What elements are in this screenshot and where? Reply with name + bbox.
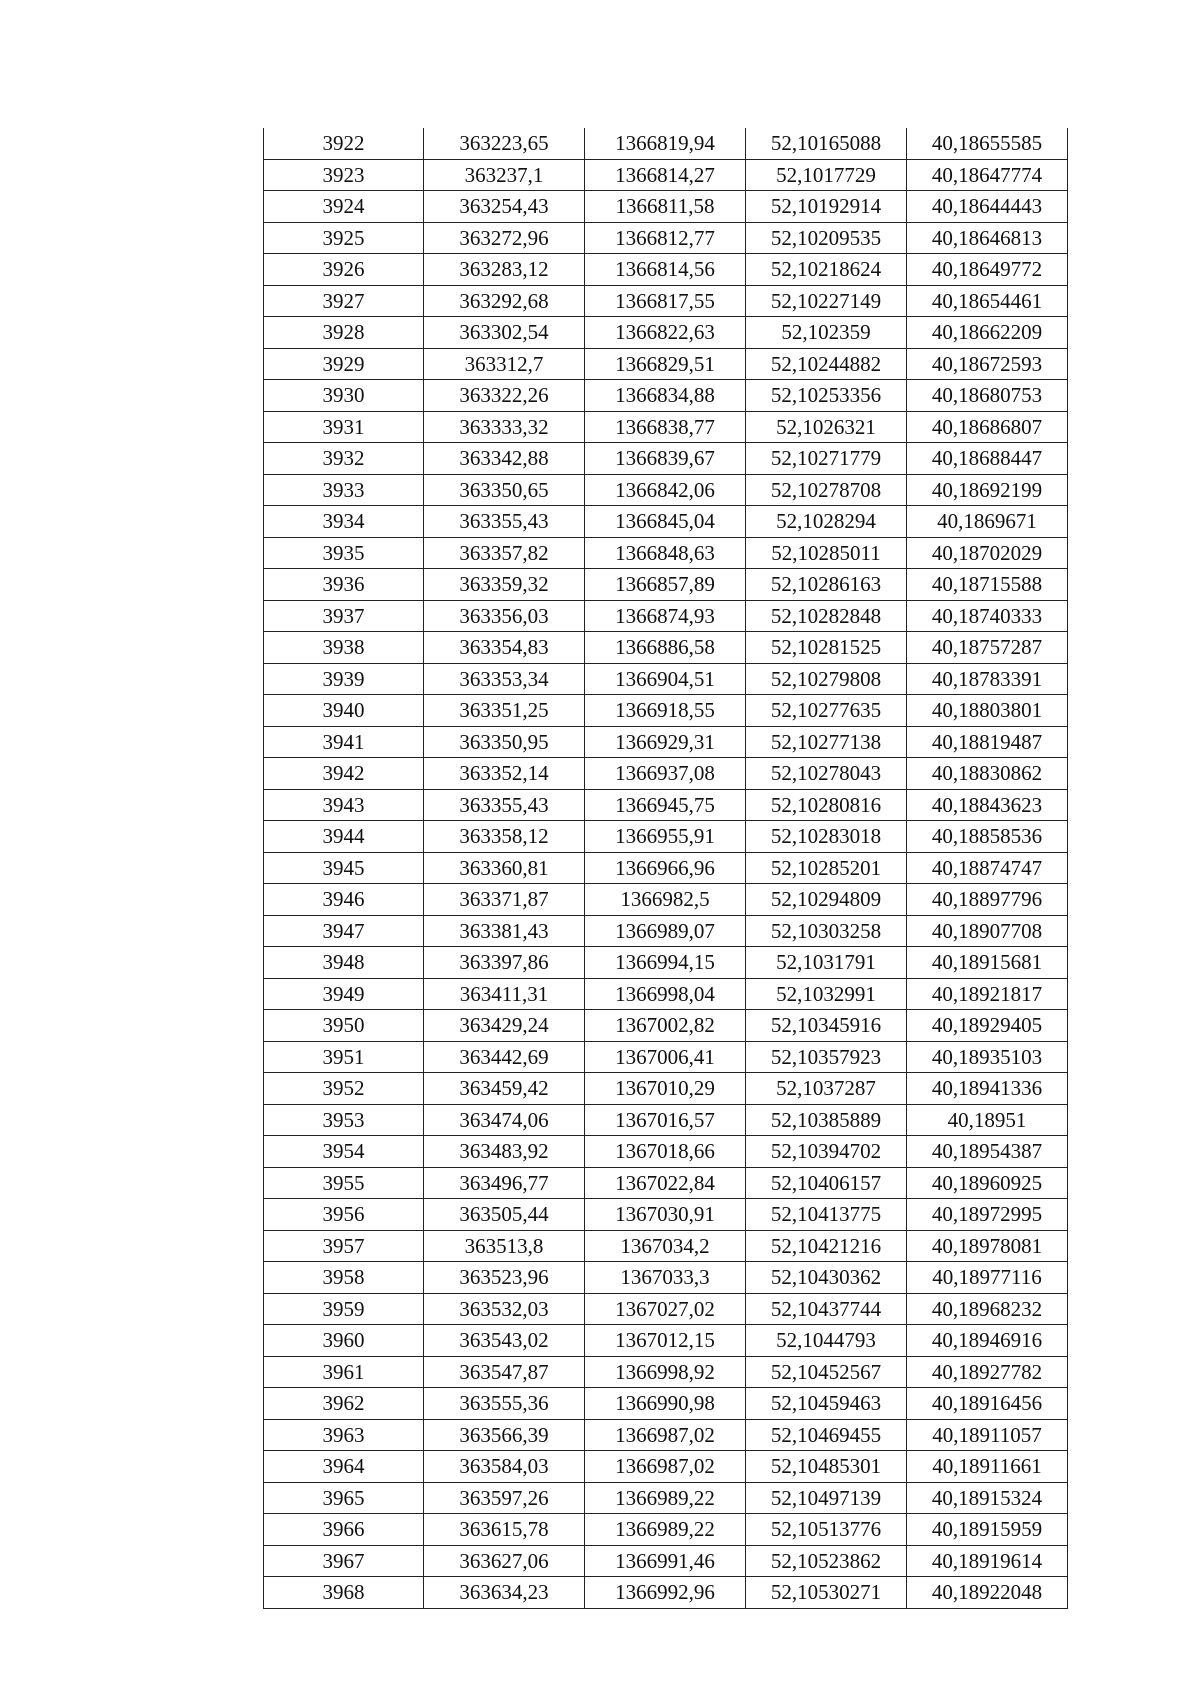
x-coordinate-cell: 363254,43 xyxy=(424,191,585,223)
x-coordinate-cell: 363353,34 xyxy=(424,663,585,695)
table-row xyxy=(264,915,1068,947)
longitude-cell: 40,18916456 xyxy=(907,1388,1068,1420)
longitude-cell: 40,18946916 xyxy=(907,1325,1068,1357)
point-number-cell: 3949 xyxy=(264,978,424,1010)
y-coordinate-cell: 1366839,67 xyxy=(585,443,746,475)
latitude-cell: 52,10253356 xyxy=(746,380,907,412)
table-row xyxy=(264,1167,1068,1199)
point-number-cell: 3967 xyxy=(264,1545,424,1577)
x-coordinate-cell: 363350,95 xyxy=(424,726,585,758)
x-coordinate-cell: 363429,24 xyxy=(424,1010,585,1042)
longitude-cell: 40,18954387 xyxy=(907,1136,1068,1168)
latitude-cell: 52,102359 xyxy=(746,317,907,349)
table-row xyxy=(264,569,1068,601)
y-coordinate-cell: 1366822,63 xyxy=(585,317,746,349)
latitude-cell: 52,10280816 xyxy=(746,789,907,821)
x-coordinate-cell: 363543,02 xyxy=(424,1325,585,1357)
longitude-cell: 40,18915959 xyxy=(907,1514,1068,1546)
x-coordinate-cell: 363237,1 xyxy=(424,159,585,191)
longitude-cell: 40,18647774 xyxy=(907,159,1068,191)
point-number-cell: 3936 xyxy=(264,569,424,601)
point-number-cell: 3958 xyxy=(264,1262,424,1294)
point-number-cell: 3940 xyxy=(264,695,424,727)
table-row xyxy=(264,222,1068,254)
coordinates-table xyxy=(263,128,1068,1609)
x-coordinate-cell: 363355,43 xyxy=(424,506,585,538)
x-coordinate-cell: 363342,88 xyxy=(424,443,585,475)
y-coordinate-cell: 1366886,58 xyxy=(585,632,746,664)
y-coordinate-cell: 1366845,04 xyxy=(585,506,746,538)
x-coordinate-cell: 363360,81 xyxy=(424,852,585,884)
y-coordinate-cell: 1366848,63 xyxy=(585,537,746,569)
y-coordinate-cell: 1367006,41 xyxy=(585,1041,746,1073)
latitude-cell: 52,10452567 xyxy=(746,1356,907,1388)
longitude-cell: 40,18897796 xyxy=(907,884,1068,916)
point-number-cell: 3946 xyxy=(264,884,424,916)
y-coordinate-cell: 1366987,02 xyxy=(585,1451,746,1483)
latitude-cell: 52,10285201 xyxy=(746,852,907,884)
longitude-cell: 40,18662209 xyxy=(907,317,1068,349)
y-coordinate-cell: 1366994,15 xyxy=(585,947,746,979)
point-number-cell: 3943 xyxy=(264,789,424,821)
x-coordinate-cell: 363513,8 xyxy=(424,1230,585,1262)
point-number-cell: 3954 xyxy=(264,1136,424,1168)
longitude-cell: 40,18919614 xyxy=(907,1545,1068,1577)
longitude-cell: 40,18951 xyxy=(907,1104,1068,1136)
latitude-cell: 52,1017729 xyxy=(746,159,907,191)
latitude-cell: 52,10413775 xyxy=(746,1199,907,1231)
longitude-cell: 40,18654461 xyxy=(907,285,1068,317)
x-coordinate-cell: 363474,06 xyxy=(424,1104,585,1136)
table-row xyxy=(264,632,1068,664)
x-coordinate-cell: 363351,25 xyxy=(424,695,585,727)
latitude-cell: 52,10294809 xyxy=(746,884,907,916)
latitude-cell: 52,10281525 xyxy=(746,632,907,664)
table-row xyxy=(264,789,1068,821)
table-row xyxy=(264,1325,1068,1357)
x-coordinate-cell: 363223,65 xyxy=(424,128,585,159)
y-coordinate-cell: 1366945,75 xyxy=(585,789,746,821)
longitude-cell: 40,18911057 xyxy=(907,1419,1068,1451)
table-row xyxy=(264,506,1068,538)
latitude-cell: 52,10282848 xyxy=(746,600,907,632)
latitude-cell: 52,10385889 xyxy=(746,1104,907,1136)
x-coordinate-cell: 363302,54 xyxy=(424,317,585,349)
y-coordinate-cell: 1367033,3 xyxy=(585,1262,746,1294)
latitude-cell: 52,10406157 xyxy=(746,1167,907,1199)
point-number-cell: 3925 xyxy=(264,222,424,254)
x-coordinate-cell: 363350,65 xyxy=(424,474,585,506)
y-coordinate-cell: 1366817,55 xyxy=(585,285,746,317)
y-coordinate-cell: 1367012,15 xyxy=(585,1325,746,1357)
longitude-cell: 40,18783391 xyxy=(907,663,1068,695)
x-coordinate-cell: 363359,32 xyxy=(424,569,585,601)
longitude-cell: 40,18915324 xyxy=(907,1482,1068,1514)
latitude-cell: 52,10421216 xyxy=(746,1230,907,1262)
table-row xyxy=(264,1514,1068,1546)
table-row xyxy=(264,317,1068,349)
table-row xyxy=(264,191,1068,223)
y-coordinate-cell: 1366811,58 xyxy=(585,191,746,223)
y-coordinate-cell: 1366989,22 xyxy=(585,1514,746,1546)
x-coordinate-cell: 363381,43 xyxy=(424,915,585,947)
table-row xyxy=(264,1356,1068,1388)
latitude-cell: 52,10285011 xyxy=(746,537,907,569)
longitude-cell: 40,18972995 xyxy=(907,1199,1068,1231)
x-coordinate-cell: 363272,96 xyxy=(424,222,585,254)
longitude-cell: 40,18644443 xyxy=(907,191,1068,223)
point-number-cell: 3962 xyxy=(264,1388,424,1420)
latitude-cell: 52,10227149 xyxy=(746,285,907,317)
point-number-cell: 3944 xyxy=(264,821,424,853)
y-coordinate-cell: 1366998,92 xyxy=(585,1356,746,1388)
x-coordinate-cell: 363397,86 xyxy=(424,947,585,979)
table-row xyxy=(264,443,1068,475)
point-number-cell: 3952 xyxy=(264,1073,424,1105)
point-number-cell: 3934 xyxy=(264,506,424,538)
x-coordinate-cell: 363483,92 xyxy=(424,1136,585,1168)
point-number-cell: 3922 xyxy=(264,128,424,159)
x-coordinate-cell: 363312,7 xyxy=(424,348,585,380)
y-coordinate-cell: 1366992,96 xyxy=(585,1577,746,1609)
latitude-cell: 52,10357923 xyxy=(746,1041,907,1073)
point-number-cell: 3953 xyxy=(264,1104,424,1136)
point-number-cell: 3928 xyxy=(264,317,424,349)
longitude-cell: 40,18915681 xyxy=(907,947,1068,979)
table-row xyxy=(264,1545,1068,1577)
longitude-cell: 40,18929405 xyxy=(907,1010,1068,1042)
x-coordinate-cell: 363634,23 xyxy=(424,1577,585,1609)
latitude-cell: 52,10244882 xyxy=(746,348,907,380)
latitude-cell: 52,10430362 xyxy=(746,1262,907,1294)
latitude-cell: 52,1032991 xyxy=(746,978,907,1010)
point-number-cell: 3942 xyxy=(264,758,424,790)
y-coordinate-cell: 1366929,31 xyxy=(585,726,746,758)
latitude-cell: 52,10437744 xyxy=(746,1293,907,1325)
table-row xyxy=(264,663,1068,695)
latitude-cell: 52,10279808 xyxy=(746,663,907,695)
table-row xyxy=(264,758,1068,790)
point-number-cell: 3950 xyxy=(264,1010,424,1042)
y-coordinate-cell: 1366904,51 xyxy=(585,663,746,695)
point-number-cell: 3932 xyxy=(264,443,424,475)
latitude-cell: 52,10303258 xyxy=(746,915,907,947)
point-number-cell: 3923 xyxy=(264,159,424,191)
y-coordinate-cell: 1366814,56 xyxy=(585,254,746,286)
latitude-cell: 52,1031791 xyxy=(746,947,907,979)
table-row xyxy=(264,1419,1068,1451)
latitude-cell: 52,10277138 xyxy=(746,726,907,758)
latitude-cell: 52,10469455 xyxy=(746,1419,907,1451)
y-coordinate-cell: 1367030,91 xyxy=(585,1199,746,1231)
latitude-cell: 52,10277635 xyxy=(746,695,907,727)
table-row xyxy=(264,1451,1068,1483)
x-coordinate-cell: 363496,77 xyxy=(424,1167,585,1199)
point-number-cell: 3929 xyxy=(264,348,424,380)
point-number-cell: 3948 xyxy=(264,947,424,979)
latitude-cell: 52,1037287 xyxy=(746,1073,907,1105)
latitude-cell: 52,10278708 xyxy=(746,474,907,506)
longitude-cell: 40,18819487 xyxy=(907,726,1068,758)
y-coordinate-cell: 1367034,2 xyxy=(585,1230,746,1262)
y-coordinate-cell: 1366857,89 xyxy=(585,569,746,601)
point-number-cell: 3961 xyxy=(264,1356,424,1388)
point-number-cell: 3924 xyxy=(264,191,424,223)
point-number-cell: 3965 xyxy=(264,1482,424,1514)
y-coordinate-cell: 1366874,93 xyxy=(585,600,746,632)
longitude-cell: 40,18922048 xyxy=(907,1577,1068,1609)
y-coordinate-cell: 1367002,82 xyxy=(585,1010,746,1042)
y-coordinate-cell: 1366989,07 xyxy=(585,915,746,947)
latitude-cell: 52,10218624 xyxy=(746,254,907,286)
table-row xyxy=(264,884,1068,916)
longitude-cell: 40,18680753 xyxy=(907,380,1068,412)
latitude-cell: 52,10271779 xyxy=(746,443,907,475)
table-row xyxy=(264,600,1068,632)
point-number-cell: 3935 xyxy=(264,537,424,569)
latitude-cell: 52,10513776 xyxy=(746,1514,907,1546)
y-coordinate-cell: 1366982,5 xyxy=(585,884,746,916)
latitude-cell: 52,1028294 xyxy=(746,506,907,538)
table-row xyxy=(264,1482,1068,1514)
y-coordinate-cell: 1366989,22 xyxy=(585,1482,746,1514)
y-coordinate-cell: 1367027,02 xyxy=(585,1293,746,1325)
x-coordinate-cell: 363505,44 xyxy=(424,1199,585,1231)
x-coordinate-cell: 363283,12 xyxy=(424,254,585,286)
y-coordinate-cell: 1366987,02 xyxy=(585,1419,746,1451)
table-row xyxy=(264,348,1068,380)
table-row xyxy=(264,978,1068,1010)
y-coordinate-cell: 1366819,94 xyxy=(585,128,746,159)
x-coordinate-cell: 363566,39 xyxy=(424,1419,585,1451)
table-row xyxy=(264,1293,1068,1325)
table-row xyxy=(264,380,1068,412)
point-number-cell: 3947 xyxy=(264,915,424,947)
table-row xyxy=(264,537,1068,569)
x-coordinate-cell: 363547,87 xyxy=(424,1356,585,1388)
point-number-cell: 3964 xyxy=(264,1451,424,1483)
latitude-cell: 52,10523862 xyxy=(746,1545,907,1577)
x-coordinate-cell: 363615,78 xyxy=(424,1514,585,1546)
table-row xyxy=(264,159,1068,191)
table-row xyxy=(264,1199,1068,1231)
table-row xyxy=(264,1010,1068,1042)
longitude-cell: 40,18911661 xyxy=(907,1451,1068,1483)
longitude-cell: 40,18649772 xyxy=(907,254,1068,286)
latitude-cell: 52,10530271 xyxy=(746,1577,907,1609)
longitude-cell: 40,18702029 xyxy=(907,537,1068,569)
latitude-cell: 52,10192914 xyxy=(746,191,907,223)
x-coordinate-cell: 363357,82 xyxy=(424,537,585,569)
longitude-cell: 40,18843623 xyxy=(907,789,1068,821)
table-row xyxy=(264,1230,1068,1262)
longitude-cell: 40,18692199 xyxy=(907,474,1068,506)
point-number-cell: 3941 xyxy=(264,726,424,758)
table-row xyxy=(264,128,1068,159)
latitude-cell: 52,10165088 xyxy=(746,128,907,159)
table-row xyxy=(264,852,1068,884)
table-row xyxy=(264,1104,1068,1136)
x-coordinate-cell: 363411,31 xyxy=(424,978,585,1010)
y-coordinate-cell: 1366834,88 xyxy=(585,380,746,412)
table-row xyxy=(264,726,1068,758)
y-coordinate-cell: 1367010,29 xyxy=(585,1073,746,1105)
x-coordinate-cell: 363322,26 xyxy=(424,380,585,412)
y-coordinate-cell: 1366937,08 xyxy=(585,758,746,790)
x-coordinate-cell: 363532,03 xyxy=(424,1293,585,1325)
latitude-cell: 52,10394702 xyxy=(746,1136,907,1168)
point-number-cell: 3931 xyxy=(264,411,424,443)
x-coordinate-cell: 363523,96 xyxy=(424,1262,585,1294)
point-number-cell: 3939 xyxy=(264,663,424,695)
y-coordinate-cell: 1366838,77 xyxy=(585,411,746,443)
x-coordinate-cell: 363555,36 xyxy=(424,1388,585,1420)
y-coordinate-cell: 1366918,55 xyxy=(585,695,746,727)
y-coordinate-cell: 1366812,77 xyxy=(585,222,746,254)
x-coordinate-cell: 363371,87 xyxy=(424,884,585,916)
y-coordinate-cell: 1366842,06 xyxy=(585,474,746,506)
x-coordinate-cell: 363459,42 xyxy=(424,1073,585,1105)
x-coordinate-cell: 363333,32 xyxy=(424,411,585,443)
point-number-cell: 3955 xyxy=(264,1167,424,1199)
point-number-cell: 3937 xyxy=(264,600,424,632)
longitude-cell: 40,18935103 xyxy=(907,1041,1068,1073)
longitude-cell: 40,18960925 xyxy=(907,1167,1068,1199)
x-coordinate-cell: 363442,69 xyxy=(424,1041,585,1073)
latitude-cell: 52,10345916 xyxy=(746,1010,907,1042)
x-coordinate-cell: 363292,68 xyxy=(424,285,585,317)
latitude-cell: 52,1026321 xyxy=(746,411,907,443)
table-row xyxy=(264,1262,1068,1294)
longitude-cell: 40,1869671 xyxy=(907,506,1068,538)
longitude-cell: 40,18740333 xyxy=(907,600,1068,632)
table-row xyxy=(264,474,1068,506)
x-coordinate-cell: 363352,14 xyxy=(424,758,585,790)
longitude-cell: 40,18757287 xyxy=(907,632,1068,664)
y-coordinate-cell: 1366998,04 xyxy=(585,978,746,1010)
longitude-cell: 40,18686807 xyxy=(907,411,1068,443)
longitude-cell: 40,18977116 xyxy=(907,1262,1068,1294)
longitude-cell: 40,18803801 xyxy=(907,695,1068,727)
latitude-cell: 52,10459463 xyxy=(746,1388,907,1420)
latitude-cell: 52,1044793 xyxy=(746,1325,907,1357)
y-coordinate-cell: 1367018,66 xyxy=(585,1136,746,1168)
latitude-cell: 52,10497139 xyxy=(746,1482,907,1514)
coordinates-table-body xyxy=(264,128,1068,1608)
longitude-cell: 40,18830862 xyxy=(907,758,1068,790)
y-coordinate-cell: 1367022,84 xyxy=(585,1167,746,1199)
table-row xyxy=(264,411,1068,443)
longitude-cell: 40,18655585 xyxy=(907,128,1068,159)
point-number-cell: 3968 xyxy=(264,1577,424,1609)
table-row xyxy=(264,285,1068,317)
y-coordinate-cell: 1366955,91 xyxy=(585,821,746,853)
latitude-cell: 52,10278043 xyxy=(746,758,907,790)
longitude-cell: 40,18672593 xyxy=(907,348,1068,380)
longitude-cell: 40,18646813 xyxy=(907,222,1068,254)
y-coordinate-cell: 1367016,57 xyxy=(585,1104,746,1136)
table-row xyxy=(264,947,1068,979)
longitude-cell: 40,18927782 xyxy=(907,1356,1068,1388)
table-row xyxy=(264,821,1068,853)
x-coordinate-cell: 363597,26 xyxy=(424,1482,585,1514)
x-coordinate-cell: 363355,43 xyxy=(424,789,585,821)
longitude-cell: 40,18968232 xyxy=(907,1293,1068,1325)
longitude-cell: 40,18907708 xyxy=(907,915,1068,947)
point-number-cell: 3957 xyxy=(264,1230,424,1262)
table-row xyxy=(264,695,1068,727)
x-coordinate-cell: 363584,03 xyxy=(424,1451,585,1483)
y-coordinate-cell: 1366814,27 xyxy=(585,159,746,191)
latitude-cell: 52,10485301 xyxy=(746,1451,907,1483)
point-number-cell: 3938 xyxy=(264,632,424,664)
x-coordinate-cell: 363354,83 xyxy=(424,632,585,664)
table-row xyxy=(264,1577,1068,1609)
point-number-cell: 3927 xyxy=(264,285,424,317)
x-coordinate-cell: 363627,06 xyxy=(424,1545,585,1577)
table-row xyxy=(264,1136,1068,1168)
latitude-cell: 52,10283018 xyxy=(746,821,907,853)
longitude-cell: 40,18874747 xyxy=(907,852,1068,884)
latitude-cell: 52,10209535 xyxy=(746,222,907,254)
longitude-cell: 40,18688447 xyxy=(907,443,1068,475)
longitude-cell: 40,18858536 xyxy=(907,821,1068,853)
latitude-cell: 52,10286163 xyxy=(746,569,907,601)
table-row xyxy=(264,254,1068,286)
point-number-cell: 3966 xyxy=(264,1514,424,1546)
point-number-cell: 3930 xyxy=(264,380,424,412)
point-number-cell: 3959 xyxy=(264,1293,424,1325)
table-row xyxy=(264,1388,1068,1420)
point-number-cell: 3963 xyxy=(264,1419,424,1451)
point-number-cell: 3951 xyxy=(264,1041,424,1073)
x-coordinate-cell: 363358,12 xyxy=(424,821,585,853)
y-coordinate-cell: 1366990,98 xyxy=(585,1388,746,1420)
longitude-cell: 40,18941336 xyxy=(907,1073,1068,1105)
point-number-cell: 3960 xyxy=(264,1325,424,1357)
table-row xyxy=(264,1041,1068,1073)
longitude-cell: 40,18715588 xyxy=(907,569,1068,601)
longitude-cell: 40,18978081 xyxy=(907,1230,1068,1262)
longitude-cell: 40,18921817 xyxy=(907,978,1068,1010)
y-coordinate-cell: 1366829,51 xyxy=(585,348,746,380)
x-coordinate-cell: 363356,03 xyxy=(424,600,585,632)
table-row xyxy=(264,1073,1068,1105)
y-coordinate-cell: 1366966,96 xyxy=(585,852,746,884)
point-number-cell: 3956 xyxy=(264,1199,424,1231)
point-number-cell: 3926 xyxy=(264,254,424,286)
y-coordinate-cell: 1366991,46 xyxy=(585,1545,746,1577)
point-number-cell: 3945 xyxy=(264,852,424,884)
point-number-cell: 3933 xyxy=(264,474,424,506)
